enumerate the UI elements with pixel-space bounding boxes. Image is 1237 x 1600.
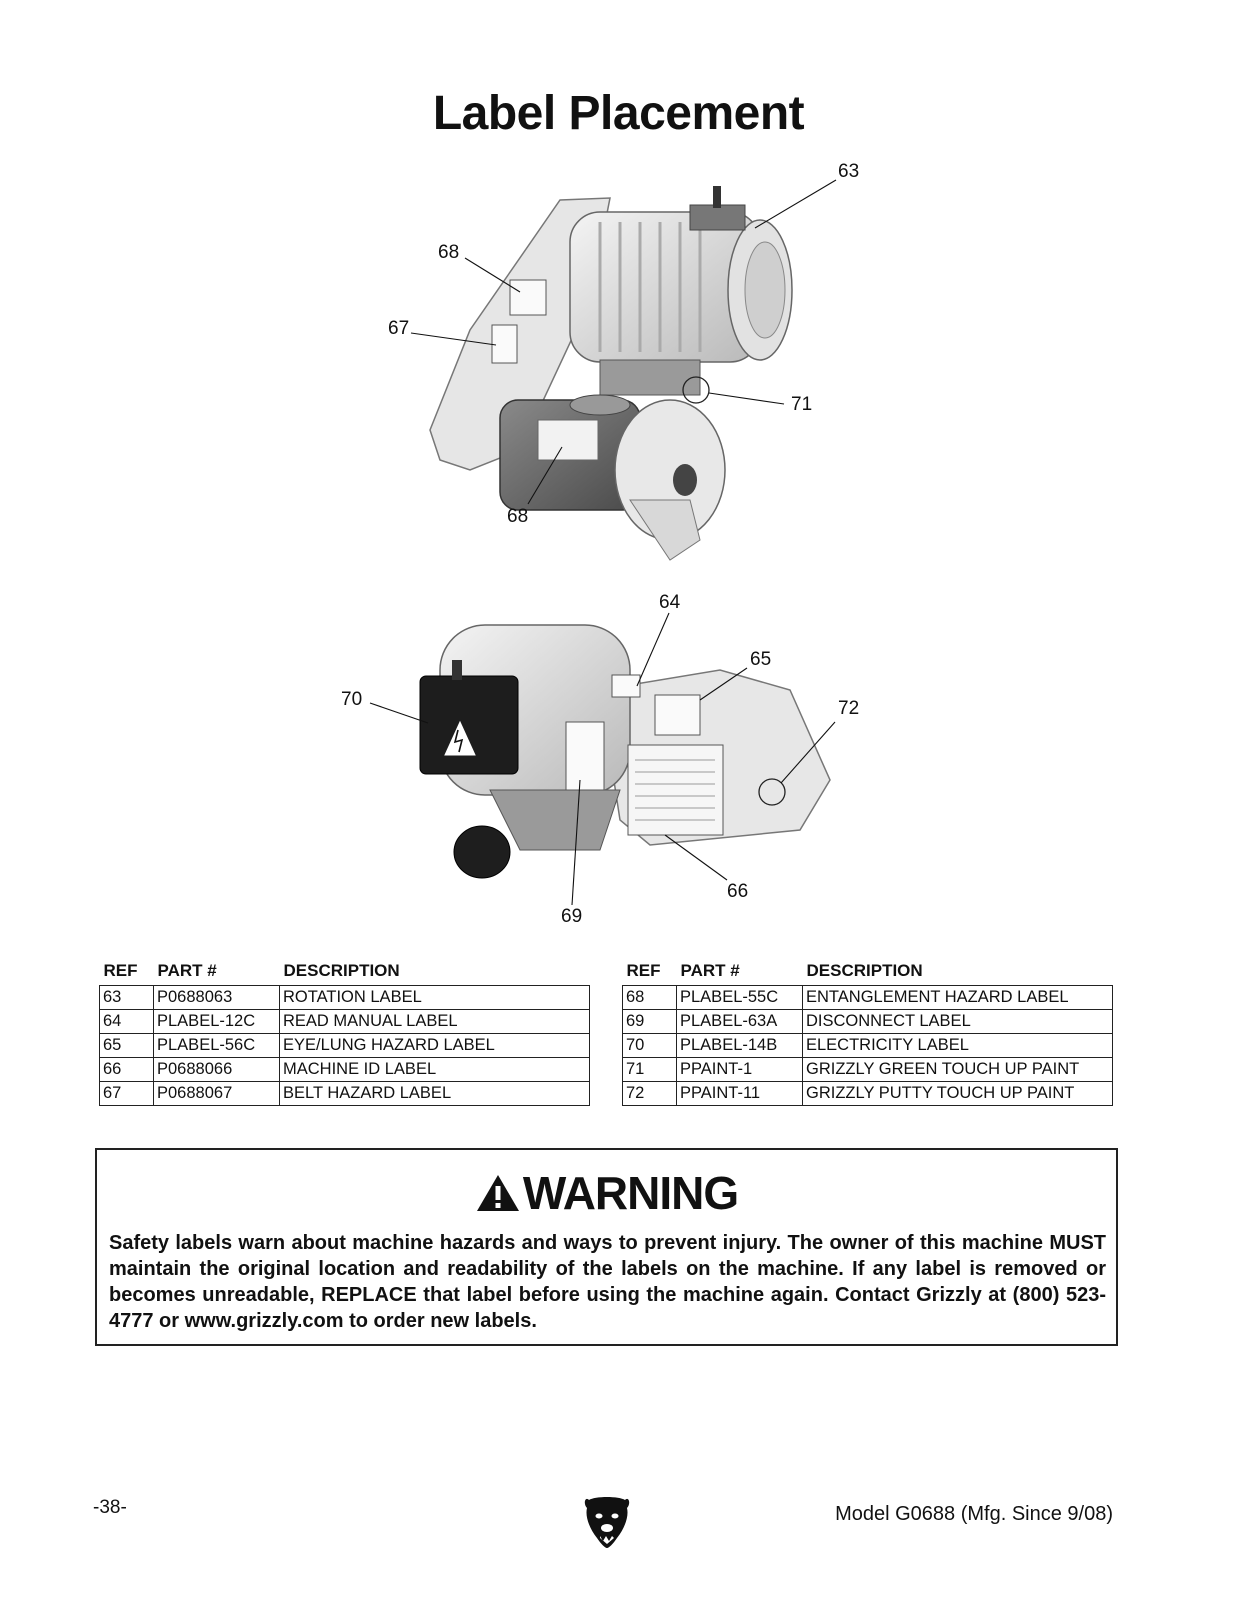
parts-table-left — [99, 961, 590, 1106]
ref-cell: 63 — [100, 986, 154, 1010]
description-cell: BELT HAZARD LABEL — [280, 1082, 590, 1106]
part-cell: PLABEL-14B — [677, 1034, 803, 1058]
table-row — [100, 1082, 590, 1106]
description-cell: ELECTRICITY LABEL — [803, 1034, 1113, 1058]
table-row — [623, 986, 1113, 1010]
part-cell: P0688066 — [154, 1058, 280, 1082]
warning-body: Safety labels warn about machine hazards and ways to prevent injury. The owner of this machine MUST maintain the original location and readability of the labels on the machine. If any label is removed or becomes unreadable, REPLACE that label before using the machine again. Contact Grizzly at (800) 523-4777 or www.grizzly.com to order new labels. — [109, 1232, 1106, 1332]
table-row — [623, 1082, 1113, 1106]
parts-table-right — [622, 961, 1113, 1106]
warning-heading-text: WARNING — [522, 1167, 739, 1219]
table-row — [623, 1034, 1113, 1058]
description-cell: MACHINE ID LABEL — [280, 1058, 590, 1082]
callout-68-top: 68 — [438, 242, 460, 263]
warning-heading — [97, 1167, 1116, 1219]
part-cell: PLABEL-63A — [677, 1010, 803, 1034]
model-info: Model G0688 (Mfg. Since 9/08) — [835, 1503, 1113, 1525]
table-row — [623, 1058, 1113, 1082]
ref-cell: 64 — [100, 1010, 154, 1034]
description-cell: READ MANUAL LABEL — [280, 1010, 590, 1034]
description-cell: DISCONNECT LABEL — [803, 1010, 1113, 1034]
table-row — [100, 986, 590, 1010]
page-title: Label Placement — [432, 87, 805, 140]
description-cell: EYE/LUNG HAZARD LABEL — [280, 1034, 590, 1058]
table-row — [623, 1010, 1113, 1034]
ref-cell: 68 — [623, 986, 677, 1010]
warning-box — [95, 1148, 1118, 1346]
callout-69: 69 — [561, 906, 583, 927]
callout-66: 66 — [727, 881, 749, 902]
col-header-ref: REF — [103, 961, 138, 980]
part-cell: PPAINT-1 — [677, 1058, 803, 1082]
page-number: -38- — [93, 1497, 127, 1518]
part-cell: PLABEL-12C — [154, 1010, 280, 1034]
ref-cell: 66 — [100, 1058, 154, 1082]
ref-cell: 71 — [623, 1058, 677, 1082]
ref-cell: 72 — [623, 1082, 677, 1106]
table-row — [100, 1034, 590, 1058]
col-header-description: DESCRIPTION — [283, 961, 400, 980]
callout-63: 63 — [838, 161, 860, 182]
part-cell: PLABEL-56C — [154, 1034, 280, 1058]
callout-70: 70 — [341, 689, 363, 710]
table-row — [100, 1058, 590, 1082]
grizzly-bear-logo-icon — [583, 1494, 631, 1550]
col-header-part: PART # — [157, 961, 217, 980]
col-header-description: DESCRIPTION — [806, 961, 923, 980]
col-header-ref: REF — [626, 961, 661, 980]
col-header-part: PART # — [680, 961, 740, 980]
part-cell: PPAINT-11 — [677, 1082, 803, 1106]
description-cell: ENTANGLEMENT HAZARD LABEL — [803, 986, 1113, 1010]
description-cell: GRIZZLY GREEN TOUCH UP PAINT — [803, 1058, 1113, 1082]
warning-triangle-icon — [475, 1173, 521, 1213]
part-cell: P0688063 — [154, 986, 280, 1010]
top-machine-drawing — [430, 186, 792, 560]
table-row — [100, 1010, 590, 1034]
callout-72: 72 — [838, 698, 860, 719]
ref-cell: 70 — [623, 1034, 677, 1058]
ref-cell: 65 — [100, 1034, 154, 1058]
callout-67: 67 — [388, 318, 410, 339]
description-cell: GRIZZLY PUTTY TOUCH UP PAINT — [803, 1082, 1113, 1106]
ref-cell: 69 — [623, 1010, 677, 1034]
callout-68-bottom: 68 — [507, 506, 529, 527]
callout-64: 64 — [659, 592, 681, 613]
callout-65: 65 — [750, 649, 772, 670]
callout-71: 71 — [791, 394, 813, 415]
part-cell: P0688067 — [154, 1082, 280, 1106]
ref-cell: 67 — [100, 1082, 154, 1106]
description-cell: ROTATION LABEL — [280, 986, 590, 1010]
part-cell: PLABEL-55C — [677, 986, 803, 1010]
